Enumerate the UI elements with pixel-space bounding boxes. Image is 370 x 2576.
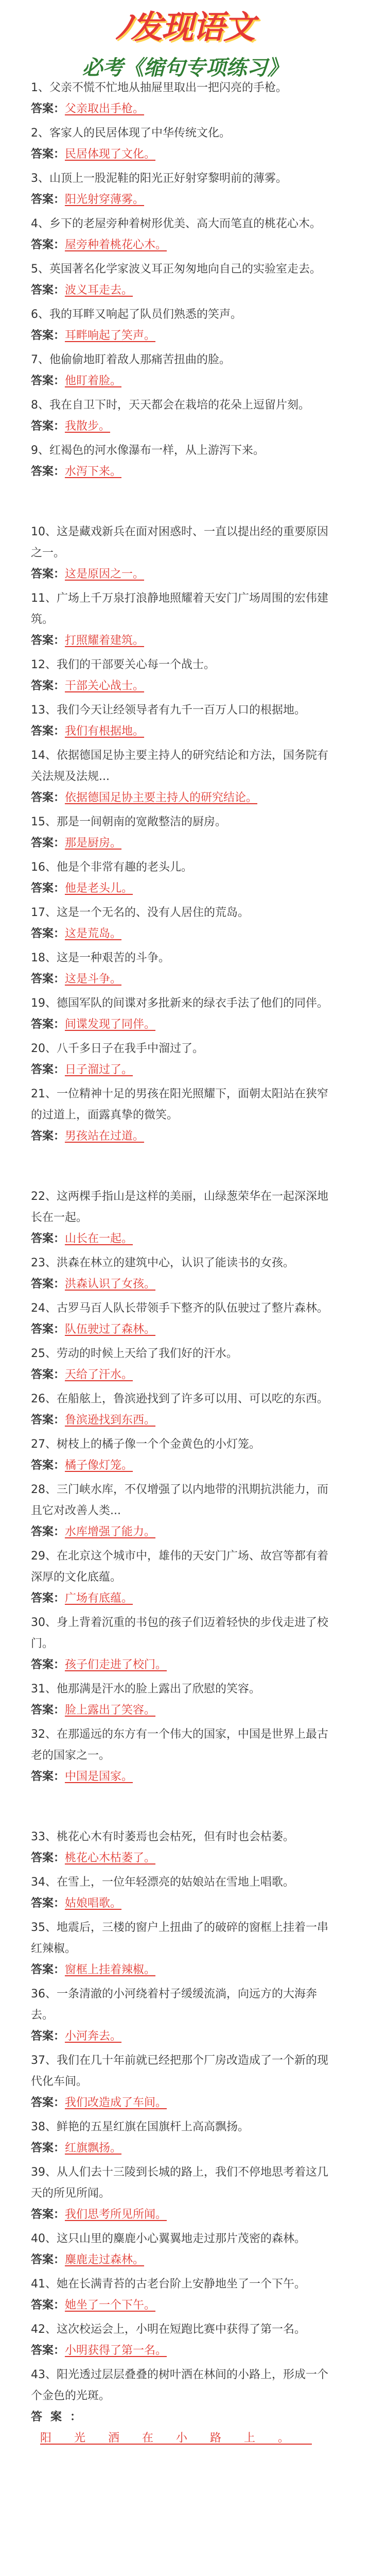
answer-row	[31, 1893, 339, 1914]
answer-text: 阳光洒在小路上。	[40, 2432, 312, 2445]
answer-text: 我们改造成了车间。	[65, 2096, 167, 2109]
question-text: 22、这两棵手指山是这样的美丽，山绿葱荣华在一起深深地长在一起。	[31, 1190, 328, 1224]
answer-label: 答案：	[31, 1704, 65, 1717]
answer-label: 答案：	[31, 882, 65, 895]
question-text: 28、三门峡水库，不仅增强了以内地带的汛期抗洪能力，而且它对改善人类...	[31, 1483, 328, 1517]
answer-label: 答案：	[31, 2030, 65, 2043]
answer-row	[31, 630, 339, 651]
question-text: 33、桃花心木有时萎焉也会枯死，但有时也会枯萎。	[31, 1831, 294, 1843]
answer-row	[31, 969, 339, 990]
answer-row	[31, 2092, 339, 2113]
answer-label: 答案：	[31, 2299, 65, 2312]
answer-label: 答案：	[31, 2142, 65, 2155]
answer-label: 答案：	[31, 1592, 65, 1605]
question-text: 7、他偷偷地盯着敌人那痛苦扭曲的脸。	[31, 353, 231, 366]
question-text: 9、红褐色的河水像瀑布一样，从上游泻下来。	[31, 444, 265, 457]
question-text: 18、这是一种艰苦的斗争。	[31, 952, 170, 964]
answer-text: 小明获得了第一名。	[65, 2344, 167, 2357]
question-text: 38、鲜艳的五星红旗在国旗杆上高高飘扬。	[31, 2121, 249, 2133]
question-text: 13、我们今天让经领导者有九千一百万人口的根据地。	[31, 704, 306, 717]
answer-text: 小河奔去。	[65, 2030, 122, 2043]
answer-label: 答案：	[31, 1459, 65, 1472]
answer-row	[31, 1654, 339, 1675]
answer-label: 答案：	[31, 2208, 65, 2221]
question-text: 16、他是个非常有趣的老头儿。	[31, 861, 192, 874]
question-text: 26、在船舷上，鲁滨逊找到了许多可以用、可以吃的东西。	[31, 1393, 328, 1405]
answer-label: 答案：	[31, 1232, 65, 1245]
section-gap	[31, 1150, 339, 1186]
question-text: 20、八千多日子在我手中溜过了。	[31, 1042, 204, 1055]
answer-row	[31, 1364, 339, 1385]
answer-row	[31, 1455, 339, 1476]
exercise-list	[0, 77, 370, 2449]
answer-label: 答案：	[31, 680, 65, 692]
answer-text: 桃花心木枯萎了。	[65, 1852, 156, 1865]
question-text: 3、山顶上一股泥鞋的阳光正好射穿黎明前的薄雾。	[31, 172, 287, 185]
answer-label: 答案：	[31, 1526, 65, 1538]
answer-label: 答案：	[31, 1897, 65, 1910]
answer-row	[31, 2026, 339, 2047]
answer-text: 我散步。	[65, 420, 111, 433]
question-text: 34、在雪上，一位年轻漂亮的姑娘站在雪地上唱歌。	[31, 1876, 294, 1889]
answer-row	[31, 833, 339, 854]
answer-row	[31, 370, 339, 392]
question-text: 41、她在长满青苔的古老台阶上安静地坐了一个下午。	[31, 2278, 306, 2291]
section-gap	[31, 1790, 339, 1826]
answer-text: 波义耳走去。	[65, 284, 133, 297]
answer-row	[31, 878, 339, 899]
question-text: 36、一条清澈的小河绕着村子缓缓流淌，向远方的大海奔去。	[31, 1988, 317, 2022]
answer-row	[31, 2340, 339, 2361]
question-text: 11、广场上千万泉打浪静地照耀着天安门广场周围的宏伟建筑。	[31, 592, 328, 626]
question-text: 23、洪森在林立的建筑中心，认识了能读书的女孩。	[31, 1257, 294, 1269]
question-text: 12、我们的干部要关心每一个战士。	[31, 658, 215, 671]
answer-text: 麋鹿走过森林。	[65, 2253, 145, 2266]
answer-row	[31, 1126, 339, 1147]
question-text: 8、我在自卫下时，天天都会在栽培的花朵上逗留片刻。	[31, 399, 310, 412]
answer-label: 答案：	[31, 2344, 65, 2357]
answer-row	[31, 2295, 339, 2316]
answer-text: 这是荒岛。	[65, 927, 122, 940]
answer-text: 打照耀着建筑。	[65, 634, 145, 647]
answer-text: 民居体现了文化。	[65, 148, 156, 161]
answer-row	[31, 325, 339, 346]
answer-text: 耳畔响起了笑声。	[65, 329, 156, 342]
answer-text: 这是斗争。	[65, 973, 122, 986]
answer-text: 这是原因之一。	[65, 568, 145, 581]
answer-row	[31, 675, 339, 697]
answer-row	[31, 1959, 339, 1980]
answer-label: 答案：	[31, 725, 65, 738]
answer-row	[31, 1274, 339, 1295]
answer-label: 答案：	[31, 284, 65, 297]
question-text: 31、他那满是汗水的脸上露出了欣慰的笑容。	[31, 1683, 260, 1696]
answer-text: 红旗飘扬。	[65, 2142, 122, 2155]
answer-label: 答案：	[31, 193, 65, 206]
answer-row	[31, 461, 339, 482]
answer-label: 答案：	[31, 634, 65, 647]
question-text: 6、我的耳畔又响起了队员们熟悉的笑声。	[31, 308, 242, 321]
answer-row	[31, 2249, 339, 2270]
header	[0, 0, 370, 80]
answer-text: 队伍驶过了森林。	[65, 1323, 156, 1336]
answer-text: 窗框上挂着辣椒。	[65, 1963, 156, 1976]
answer-label: 答案：	[31, 329, 65, 342]
question-text: 42、这次校运会上，小明在短跑比赛中获得了第一名。	[31, 2323, 306, 2336]
question-text: 2、客家人的民居体现了中华传统文化。	[31, 127, 231, 140]
answer-text: 那是厨房。	[65, 837, 122, 850]
answer-label: 答案：	[31, 103, 65, 115]
answer-row	[31, 564, 339, 585]
answer-text: 男孩站在过道。	[65, 1130, 145, 1143]
question-text: 40、这只山里的麋鹿小心翼翼地走过那片茂密的森林。	[31, 2232, 306, 2245]
question-text: 25、劳动的时候上天给了我们好的汗水。	[31, 1347, 238, 1360]
answer-label: 答案：	[31, 465, 65, 478]
answer-text: 橘子像灯笼。	[65, 1459, 133, 1472]
answer-text: 天给了汗水。	[65, 1368, 133, 1381]
answer-text: 干部关心战士。	[65, 680, 145, 692]
question-text: 17、这是一个无名的、没有人居住的荒岛。	[31, 906, 249, 919]
answer-text: 她坐了一个下午。	[65, 2299, 156, 2312]
answer-label: 答案：	[31, 568, 65, 581]
answer-label: 答案：	[31, 2096, 65, 2109]
answer-text: 水泻下来。	[65, 465, 122, 478]
answer-row	[31, 2406, 339, 2449]
answer-label: 答案：	[31, 239, 65, 251]
answer-text: 间谍发现了同伴。	[65, 1018, 156, 1031]
answer-row	[31, 2204, 339, 2225]
answer-row	[31, 1014, 339, 1035]
answer-row	[31, 1588, 339, 1609]
question-text: 1、父亲不慌不忙地从抽屉里取出一把闪亮的手枪。	[31, 81, 287, 94]
answer-text: 姑娘唱歌。	[65, 1897, 122, 1910]
question-text: 43、阳光透过层层叠叠的树叶洒在林间的小路上，形成一个个金色的光斑。	[31, 2368, 328, 2402]
answer-label: 答案：	[31, 420, 65, 433]
answer-label: 答案：	[31, 1063, 65, 1076]
answer-label: 答案：	[31, 1852, 65, 1865]
answer-row	[31, 1410, 339, 1431]
answer-label: 答案：	[31, 1414, 65, 1427]
answer-row	[31, 1319, 339, 1340]
answer-text: 鲁滨逊找到东西。	[65, 1414, 156, 1427]
answer-row	[31, 280, 339, 301]
answer-text: 我们思考所见所闻。	[65, 2208, 167, 2221]
answer-label: 答案：	[31, 148, 65, 161]
question-text: 15、那是一间朝南的宽敞整洁的厨房。	[31, 816, 226, 828]
answer-row	[31, 1700, 339, 1721]
answer-text: 广场有底蕴。	[65, 1592, 133, 1605]
answer-text: 日子溜过了。	[65, 1063, 133, 1076]
answer-text: 依据德国足协主要主持人的研究结论。	[65, 791, 258, 804]
answer-label: 答案：	[31, 1368, 65, 1381]
answer-row	[31, 1848, 339, 1869]
page-title: 必考《缩句专项练习》	[82, 56, 288, 80]
answer-text: 中国是国家。	[65, 1770, 133, 1783]
question-text: 4、乡下的老屋旁种着树形优美、高大而笔直的桃花心木。	[31, 217, 321, 230]
question-text: 21、一位精神十足的男孩在阳光照耀下，面朝太阳站在狭窄的过道上，面露真挚的微笑。	[31, 1088, 328, 1122]
question-text: 27、树枝上的橘子像一个个金黄色的小灯笼。	[31, 1438, 260, 1451]
answer-label: 答案：	[31, 375, 65, 387]
question-text: 32、在那遥远的东方有一个伟大的国家，中国是世界上最古老的国家之一。	[31, 1728, 328, 1762]
answer-label: 答案：	[31, 1963, 65, 1976]
question-text: 10、这是藏戏新兵在面对困惑时、一直以提出经的重要原因之一。	[31, 526, 328, 560]
answer-label: 答案：	[31, 1018, 65, 1031]
answer-text: 他盯着脸。	[65, 375, 122, 387]
answer-label: 答案：	[31, 1323, 65, 1336]
answer-row	[31, 1521, 339, 1543]
answer-text: 孩子们走进了校门。	[65, 1658, 167, 1671]
answer-label: 答案：	[31, 973, 65, 986]
answer-label: 答案：	[31, 1278, 65, 1291]
answer-label: 答案：	[31, 1770, 65, 1783]
answer-row	[31, 923, 339, 944]
question-text: 14、依据德国足协主要主持人的研究结论和方法，国务院有关法规及法规...	[31, 749, 328, 783]
answer-label: 答案：	[31, 2411, 90, 2424]
brand-logo: ﾉ发现语文	[115, 8, 254, 46]
question-text: 5、英国著名化学家波义耳正匆匆地向自己的实验室走去。	[31, 263, 321, 276]
answer-row	[31, 2138, 339, 2159]
answer-label: 答案：	[31, 1130, 65, 1143]
answer-label: 答案：	[31, 2253, 65, 2266]
answer-row	[31, 787, 339, 808]
answer-row	[31, 1766, 339, 1787]
answer-text: 脸上露出了笑容。	[65, 1704, 156, 1717]
question-text: 30、身上背着沉重的书包的孩子们迈着轻快的步伐走进了校门。	[31, 1616, 328, 1650]
question-text: 19、德国军队的间谍对多批新来的绿衣手法了他们的同伴。	[31, 997, 328, 1010]
answer-row	[31, 144, 339, 165]
answer-text: 水库增强了能力。	[65, 1526, 156, 1538]
answer-row	[31, 234, 339, 256]
answer-label: 答案：	[31, 927, 65, 940]
question-text: 35、地震后，三楼的窗户上扭曲了的破碎的窗框上挂着一串红辣椒。	[31, 1921, 328, 1955]
section-gap	[31, 485, 339, 521]
answer-text: 阳光射穿薄雾。	[65, 193, 145, 206]
answer-label: 答案：	[31, 791, 65, 804]
answer-row	[31, 1228, 339, 1249]
answer-label: 答案：	[31, 1658, 65, 1671]
answer-text: 洪森认识了女孩。	[65, 1278, 156, 1291]
question-text: 39、从人们去十三陵到长城的路上，我们不停地思考着这几天的所见所闻。	[31, 2166, 328, 2200]
question-text: 24、古罗马百人队长带领手下整齐的队伍驶过了整片森林。	[31, 1302, 328, 1315]
answer-row	[31, 1059, 339, 1080]
answer-row	[31, 721, 339, 742]
question-text: 29、在北京这个城市中，雄伟的天安门广场、故宫等都有着深厚的文化底蕴。	[31, 1550, 328, 1584]
answer-text: 我们有根据地。	[65, 725, 145, 738]
answer-row	[31, 189, 339, 210]
question-text: 37、我们在几十年前就已经把那个厂房改造成了一个新的现代化车间。	[31, 2054, 328, 2088]
answer-row	[31, 416, 339, 437]
answer-text: 他是老头儿。	[65, 882, 133, 895]
answer-text: 山长在一起。	[65, 1232, 133, 1245]
answer-text: 父亲取出手枪。	[65, 103, 145, 115]
answer-text: 屋旁种着桃花心木。	[65, 239, 167, 251]
answer-label: 答案：	[31, 837, 65, 850]
answer-row	[31, 98, 339, 120]
